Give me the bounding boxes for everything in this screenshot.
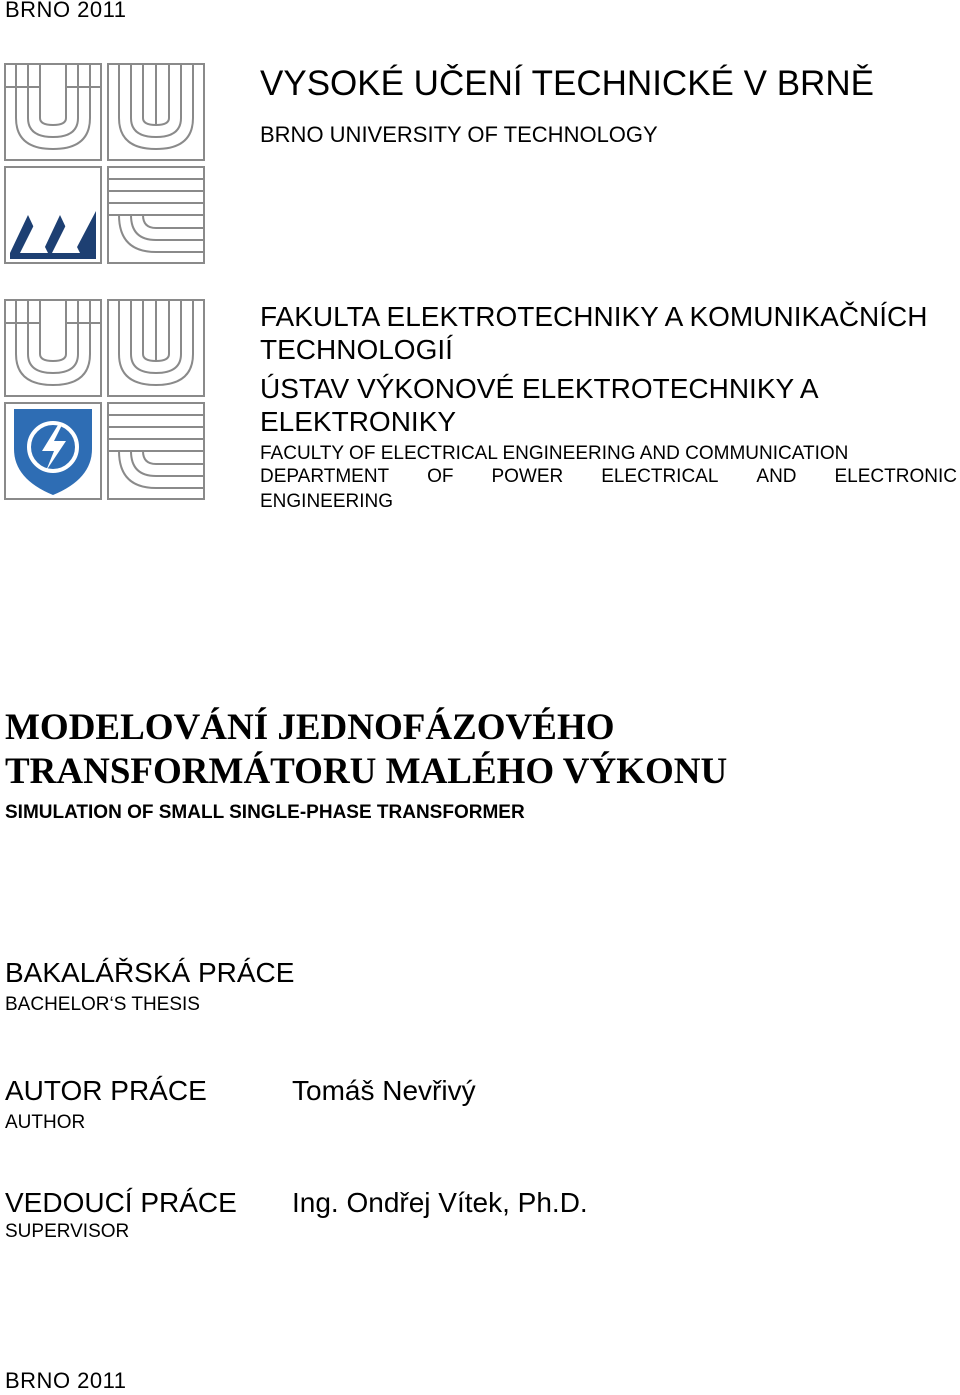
- department-name-cz: ÚSTAV VÝKONOVÉ ELEKTROTECHNIKY A ELEKTRONIKY: [260, 373, 818, 437]
- university-name-en: BRNO UNIVERSITY OF TECHNOLOGY: [260, 122, 658, 147]
- thesis-type-en: BACHELOR‘S THESIS: [5, 994, 200, 1015]
- faculty-name-cz: FAKULTA ELEKTROTECHNIKY A KOMUNIKAČNÍCH TECHNOLOGIÍ: [260, 301, 928, 365]
- university-emblem-icon: [10, 211, 96, 259]
- thesis-title-cz: MODELOVÁNÍ JEDNOFÁZOVÉHO TRANSFORMÁTORU MALÉHO VÝKONU: [5, 707, 728, 792]
- author-label-en: AUTHOR: [5, 1112, 86, 1133]
- faculty-logo: [4, 299, 206, 501]
- department-word: AND: [756, 466, 797, 487]
- lightning-shield-icon: [14, 409, 92, 495]
- author-name: Tomáš Nevřivý: [292, 1075, 476, 1106]
- author-label-cz: AUTOR PRÁCE: [5, 1075, 207, 1106]
- faculty-name-en: FACULTY OF ELECTRICAL ENGINEERING AND COMMUNICATION: [260, 443, 849, 464]
- department-word: ELECTRONIC: [834, 466, 957, 487]
- department-name-en-line2: ENGINEERING: [260, 491, 394, 512]
- department-word: OF: [427, 466, 454, 487]
- thesis-type-cz: BAKALÁŘSKÁ PRÁCE: [5, 957, 295, 988]
- department-word: POWER: [491, 466, 564, 487]
- university-logo: [4, 63, 206, 265]
- university-name-cz: VYSOKÉ UČENÍ TECHNICKÉ V BRNĚ: [260, 64, 874, 103]
- top-year-label: BRNO 2011: [5, 0, 127, 22]
- thesis-title-en: SIMULATION OF SMALL SINGLE-PHASE TRANSFORMER: [5, 802, 525, 823]
- supervisor-label-en: SUPERVISOR: [5, 1221, 130, 1242]
- supervisor-name: Ing. Ondřej Vítek, Ph.D.: [292, 1187, 588, 1218]
- bottom-year-label: BRNO 2011: [5, 1368, 127, 1393]
- department-name-en: [260, 466, 957, 488]
- supervisor-label-cz: VEDOUCÍ PRÁCE: [5, 1187, 237, 1218]
- department-word: DEPARTMENT: [260, 466, 390, 487]
- department-word: ELECTRICAL: [601, 466, 719, 487]
